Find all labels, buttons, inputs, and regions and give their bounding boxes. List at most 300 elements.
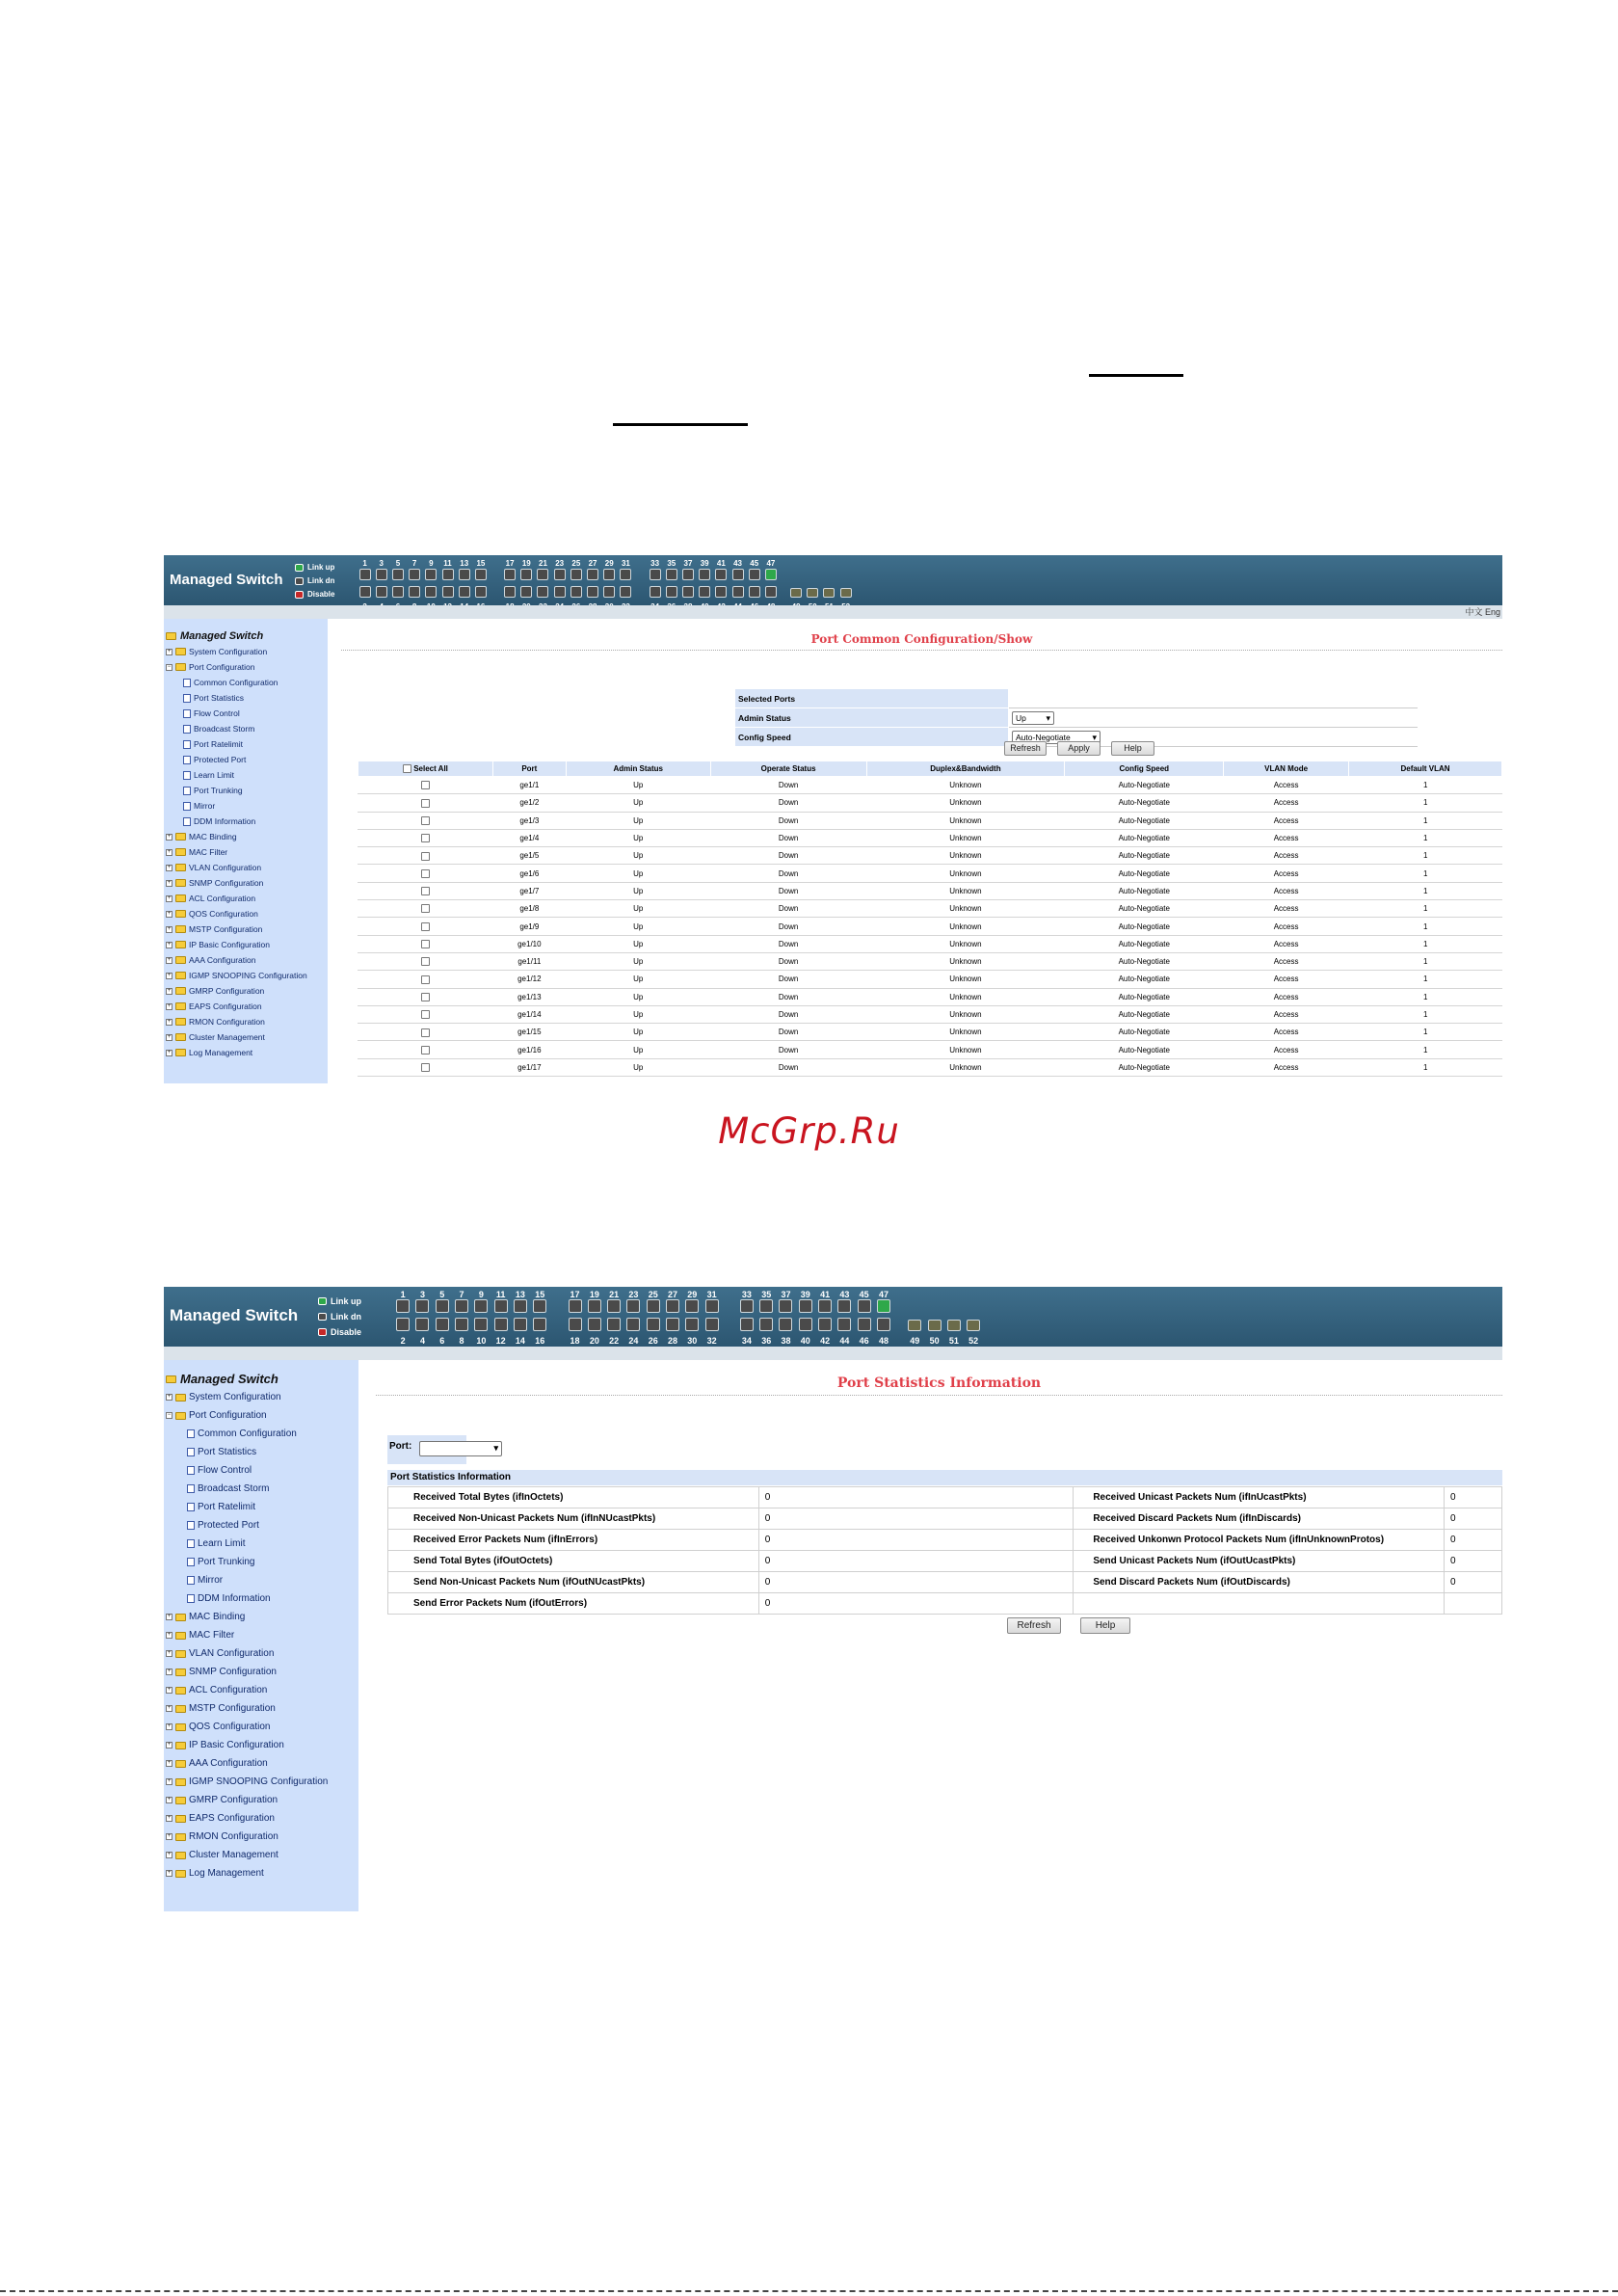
port-42-icon[interactable] bbox=[818, 1318, 832, 1331]
port-number-label: 46 bbox=[859, 1336, 869, 1346]
cell-mode: Access bbox=[1224, 812, 1349, 829]
port-16-icon[interactable] bbox=[533, 1318, 546, 1331]
port-number-label: 21 bbox=[539, 559, 547, 568]
config-form bbox=[734, 688, 1418, 747]
port-number-label: 47 bbox=[878, 1290, 889, 1299]
port-number-label: 7 bbox=[411, 559, 417, 568]
sidebar-item-broadcast-storm[interactable]: Broadcast Storm bbox=[164, 721, 328, 736]
port-9-icon[interactable] bbox=[425, 569, 437, 580]
table-row[interactable] bbox=[358, 865, 1502, 882]
config-speed-select[interactable]: Auto-Negotiate ▾ bbox=[1012, 731, 1101, 744]
sidebar-item-mac-binding[interactable]: + MAC Binding bbox=[167, 1612, 246, 1622]
row-checkbox[interactable] bbox=[421, 1010, 430, 1019]
sidebar-item-system-configuration[interactable]: + System Configuration bbox=[167, 647, 268, 656]
port-17-icon[interactable] bbox=[569, 1299, 582, 1313]
expand-icon[interactable]: + bbox=[167, 1760, 172, 1766]
port-picker bbox=[387, 1435, 466, 1464]
port-26-icon[interactable] bbox=[570, 586, 582, 598]
row-checkbox[interactable] bbox=[421, 1028, 430, 1037]
port-11-icon[interactable] bbox=[442, 569, 454, 580]
sidebar-item-qos-configuration[interactable]: + QOS Configuration bbox=[167, 909, 258, 919]
sidebar-item-acl-configuration[interactable]: + ACL Configuration bbox=[167, 1685, 268, 1695]
sidebar-item-port-statistics[interactable]: Port Statistics bbox=[164, 690, 328, 706]
row-checkbox[interactable] bbox=[421, 922, 430, 931]
table-row[interactable] bbox=[358, 971, 1502, 988]
port-12-icon[interactable] bbox=[494, 1318, 508, 1331]
expand-icon[interactable]: + bbox=[167, 1778, 172, 1784]
sidebar-item-gmrp-configuration[interactable]: + GMRP Configuration bbox=[167, 986, 265, 996]
expand-icon[interactable]: + bbox=[167, 1002, 172, 1009]
port-47-icon[interactable] bbox=[877, 1299, 890, 1313]
port-select[interactable] bbox=[419, 1441, 502, 1456]
port-24-icon[interactable] bbox=[554, 586, 566, 598]
sidebar-item-gmrp-configuration[interactable]: + GMRP Configuration bbox=[167, 1795, 279, 1805]
port-3-icon[interactable] bbox=[415, 1299, 429, 1313]
port-number-label: 29 bbox=[604, 559, 614, 568]
sidebar-item-eaps-configuration[interactable]: + EAPS Configuration bbox=[167, 1813, 275, 1824]
legend-disable: Disable bbox=[307, 590, 335, 599]
port-6-icon[interactable] bbox=[392, 586, 404, 598]
sidebar-item-learn-limit[interactable]: Learn Limit bbox=[164, 767, 328, 783]
sidebar-item-protected-port[interactable]: Protected Port bbox=[164, 752, 328, 767]
port-18-icon[interactable] bbox=[504, 586, 516, 598]
row-checkbox[interactable] bbox=[421, 834, 430, 842]
port-36-icon[interactable] bbox=[666, 586, 677, 598]
sidebar-item-snmp-configuration[interactable]: + SNMP Configuration bbox=[167, 878, 264, 888]
port-number-label: 36 bbox=[761, 1336, 772, 1346]
sidebar-item-rmon-configuration[interactable]: + RMON Configuration bbox=[167, 1831, 279, 1842]
port-34-icon[interactable] bbox=[740, 1318, 754, 1331]
port-4-icon[interactable] bbox=[415, 1318, 429, 1331]
cell-admin: Up bbox=[566, 900, 710, 918]
port-41-icon[interactable] bbox=[715, 569, 727, 580]
port-10-icon[interactable] bbox=[425, 586, 437, 598]
port-46-icon[interactable] bbox=[749, 586, 760, 598]
sidebar-item-port-statistics[interactable]: Port Statistics bbox=[164, 1443, 358, 1461]
sidebar-item-learn-limit[interactable]: Learn Limit bbox=[164, 1535, 358, 1553]
expand-icon[interactable]: + bbox=[167, 1815, 172, 1821]
port-number-label: 44 bbox=[839, 1336, 850, 1346]
port-number-label: 42 bbox=[820, 1336, 831, 1346]
sidebar-item-cluster-management[interactable]: + Cluster Management bbox=[167, 1032, 265, 1042]
cell-oper: Down bbox=[710, 865, 866, 882]
sidebar-item-mac-binding[interactable]: + MAC Binding bbox=[167, 832, 237, 841]
port-42-icon[interactable] bbox=[715, 586, 727, 598]
expand-icon[interactable]: + bbox=[167, 972, 172, 978]
cell-port: ge1/12 bbox=[492, 971, 566, 988]
port-number-label: 40 bbox=[800, 1336, 810, 1346]
table-row[interactable] bbox=[358, 829, 1502, 846]
port-27-icon[interactable] bbox=[587, 569, 598, 580]
expand-icon[interactable]: + bbox=[167, 879, 172, 886]
port-30-icon[interactable] bbox=[603, 586, 615, 598]
sidebar-item-common-configuration[interactable]: Common Configuration bbox=[164, 1425, 358, 1443]
toolbar-strip bbox=[164, 1347, 1502, 1360]
table-row[interactable] bbox=[358, 812, 1502, 829]
table-row[interactable] bbox=[358, 777, 1502, 794]
sidebar-item-cluster-management[interactable]: + Cluster Management bbox=[167, 1850, 279, 1860]
port-30-icon[interactable] bbox=[685, 1318, 699, 1331]
cell-vlan: 1 bbox=[1349, 918, 1502, 935]
help-button[interactable]: Help bbox=[1111, 741, 1154, 756]
title-divider bbox=[341, 650, 1502, 651]
cell-speed: Auto-Negotiate bbox=[1065, 777, 1224, 794]
row-checkbox[interactable] bbox=[421, 1063, 430, 1072]
cell-admin: Up bbox=[566, 918, 710, 935]
port-number-label: 26 bbox=[648, 1336, 658, 1346]
tree-root[interactable]: Managed Switch bbox=[164, 1370, 358, 1388]
expand-icon[interactable]: + bbox=[167, 925, 172, 932]
col-vlan-mode: VLAN Mode bbox=[1224, 761, 1349, 777]
cell-oper: Down bbox=[710, 971, 866, 988]
sidebar-item-eaps-configuration[interactable]: + EAPS Configuration bbox=[167, 1001, 262, 1011]
port-47-icon[interactable] bbox=[765, 569, 777, 580]
port-34-icon[interactable] bbox=[650, 586, 661, 598]
stats-right: Received Unicast Packets Num (ifInUcastPkts) bbox=[1074, 1487, 1445, 1508]
sfp-port-52-icon[interactable] bbox=[840, 588, 852, 598]
port-40-icon[interactable] bbox=[799, 1318, 812, 1331]
row-checkbox[interactable] bbox=[421, 852, 430, 861]
page-icon bbox=[187, 1484, 195, 1493]
sidebar-item-ip-basic-configuration[interactable]: + IP Basic Configuration bbox=[167, 940, 270, 949]
expand-icon[interactable]: + bbox=[167, 1394, 172, 1400]
port-38-icon[interactable] bbox=[682, 586, 694, 598]
port-number-label: 8 bbox=[459, 1336, 464, 1346]
port-19-icon[interactable] bbox=[588, 1299, 601, 1313]
tree-root[interactable]: Managed Switch bbox=[164, 628, 328, 644]
sidebar-item-ddm-information[interactable]: DDM Information bbox=[164, 814, 328, 829]
expand-icon[interactable]: + bbox=[167, 1742, 172, 1748]
port-27-icon[interactable] bbox=[666, 1299, 679, 1313]
port-13-icon[interactable] bbox=[514, 1299, 527, 1313]
port-8-icon[interactable] bbox=[455, 1318, 468, 1331]
language-switch[interactable]: 中文 Eng bbox=[1465, 607, 1500, 617]
sfp-port-49-icon[interactable] bbox=[790, 588, 802, 598]
port-17-icon[interactable] bbox=[504, 569, 516, 580]
sidebar-item-port-configuration[interactable]: − Port Configuration bbox=[167, 662, 255, 672]
port-1-icon[interactable] bbox=[359, 569, 371, 580]
port-21-icon[interactable] bbox=[537, 569, 548, 580]
cell-vlan: 1 bbox=[1349, 794, 1502, 812]
expand-icon[interactable]: + bbox=[167, 1705, 172, 1711]
help-button[interactable]: Help bbox=[1080, 1617, 1130, 1634]
port-45-icon[interactable] bbox=[749, 569, 760, 580]
sidebar-item-acl-configuration[interactable]: + ACL Configuration bbox=[167, 894, 256, 903]
apply-button[interactable]: Apply bbox=[1057, 741, 1101, 756]
expand-icon[interactable]: + bbox=[167, 1650, 172, 1656]
sidebar-item-port-ratelimit[interactable]: Port Ratelimit bbox=[164, 1498, 358, 1516]
port-13-icon[interactable] bbox=[459, 569, 470, 580]
port-12-icon[interactable] bbox=[442, 586, 454, 598]
expand-icon[interactable]: + bbox=[167, 956, 172, 963]
main-panel bbox=[376, 1360, 1502, 1631]
cell-port: ge1/3 bbox=[492, 812, 566, 829]
expand-icon[interactable]: + bbox=[167, 910, 172, 917]
cell-vlan: 1 bbox=[1349, 935, 1502, 952]
collapse-icon[interactable]: − bbox=[167, 663, 172, 670]
sidebar-item-ip-basic-configuration[interactable]: + IP Basic Configuration bbox=[167, 1740, 284, 1750]
folder-icon bbox=[175, 1412, 186, 1420]
sidebar-item-mac-filter[interactable]: + MAC Filter bbox=[167, 847, 228, 857]
expand-icon[interactable]: + bbox=[167, 1870, 172, 1876]
port-2-icon[interactable] bbox=[359, 586, 371, 598]
cell-oper: Down bbox=[710, 829, 866, 846]
table-row[interactable] bbox=[358, 918, 1502, 935]
row-checkbox[interactable] bbox=[421, 1046, 430, 1055]
port-37-icon[interactable] bbox=[682, 569, 694, 580]
sidebar-item-snmp-configuration[interactable]: + SNMP Configuration bbox=[167, 1667, 277, 1677]
port-23-icon[interactable] bbox=[626, 1299, 640, 1313]
port-43-icon[interactable] bbox=[837, 1299, 851, 1313]
sidebar-item-common-configuration[interactable]: Common Configuration bbox=[164, 675, 328, 690]
port-48-icon[interactable] bbox=[877, 1318, 890, 1331]
port-32-icon[interactable] bbox=[705, 1318, 719, 1331]
refresh-button[interactable]: Refresh bbox=[1004, 741, 1047, 756]
port-28-icon[interactable] bbox=[666, 1318, 679, 1331]
select-all-header[interactable]: Select All bbox=[358, 761, 493, 777]
cell-duplex: Unknown bbox=[866, 812, 1065, 829]
expand-icon[interactable]: + bbox=[167, 1687, 172, 1693]
row-checkbox[interactable] bbox=[421, 869, 430, 878]
table-row[interactable] bbox=[358, 1058, 1502, 1076]
sfp-port-52-icon[interactable] bbox=[967, 1320, 980, 1331]
sidebar-item-igmp-snooping-configuration[interactable]: + IGMP SNOOPING Configuration bbox=[167, 971, 307, 980]
expand-icon[interactable]: + bbox=[167, 1614, 172, 1619]
expand-icon[interactable]: + bbox=[167, 1632, 172, 1638]
screenshot-common-configuration bbox=[164, 555, 1502, 1083]
port-16-icon[interactable] bbox=[475, 586, 487, 598]
port-number-label: 22 bbox=[609, 1336, 620, 1346]
port-number-label: 45 bbox=[750, 559, 759, 568]
sfp-port-51-icon[interactable] bbox=[823, 588, 835, 598]
expand-icon[interactable]: + bbox=[167, 1018, 172, 1025]
port-26-icon[interactable] bbox=[647, 1318, 660, 1331]
port-number-label: 9 bbox=[478, 1290, 484, 1299]
sidebar-item-port-trunking[interactable]: Port Trunking bbox=[164, 1553, 358, 1571]
sidebar-item-flow-control[interactable]: Flow Control bbox=[164, 706, 328, 721]
port-15-icon[interactable] bbox=[475, 569, 487, 580]
table-row[interactable] bbox=[358, 882, 1502, 899]
expand-icon[interactable]: + bbox=[167, 1669, 172, 1674]
expand-icon[interactable]: + bbox=[167, 1797, 172, 1802]
port-28-icon[interactable] bbox=[587, 586, 598, 598]
row-checkbox[interactable] bbox=[421, 816, 430, 825]
sidebar-item-igmp-snooping-configuration[interactable]: + IGMP SNOOPING Configuration bbox=[167, 1776, 329, 1787]
port-number-label: 6 bbox=[439, 1336, 445, 1346]
sfp-port-50-icon[interactable] bbox=[807, 588, 818, 598]
row-checkbox[interactable] bbox=[421, 887, 430, 895]
port-20-icon[interactable] bbox=[520, 586, 532, 598]
port-5-icon[interactable] bbox=[392, 569, 404, 580]
port-44-icon[interactable] bbox=[732, 586, 744, 598]
sidebar-item-qos-configuration[interactable]: + QOS Configuration bbox=[167, 1722, 271, 1732]
admin-status-select[interactable]: Up ▾ bbox=[1012, 711, 1054, 725]
sidebar-item-mac-filter[interactable]: + MAC Filter bbox=[167, 1630, 235, 1641]
port-32-icon[interactable] bbox=[620, 586, 631, 598]
sidebar-item-protected-port[interactable]: Protected Port bbox=[164, 1516, 358, 1535]
port-11-icon[interactable] bbox=[494, 1299, 508, 1313]
port-3-icon[interactable] bbox=[376, 569, 387, 580]
sidebar-item-port-trunking[interactable]: Port Trunking bbox=[164, 783, 328, 798]
expand-icon[interactable]: + bbox=[167, 1723, 172, 1729]
port-48-icon[interactable] bbox=[765, 586, 777, 598]
port-4-icon[interactable] bbox=[376, 586, 387, 598]
port-18-icon[interactable] bbox=[569, 1318, 582, 1331]
port-22-icon[interactable] bbox=[537, 586, 548, 598]
sidebar-item-rmon-configuration[interactable]: + RMON Configuration bbox=[167, 1017, 265, 1027]
legend-link-down: Link dn bbox=[307, 576, 335, 585]
port-41-icon[interactable] bbox=[818, 1299, 832, 1313]
port-number-label: 47 bbox=[766, 559, 776, 568]
port-33-icon[interactable] bbox=[740, 1299, 754, 1313]
sidebar-item-vlan-configuration[interactable]: + VLAN Configuration bbox=[167, 1648, 275, 1659]
table-row[interactable] bbox=[358, 935, 1502, 952]
sfp-port-50-icon[interactable] bbox=[928, 1320, 942, 1331]
port-5-icon[interactable] bbox=[436, 1299, 449, 1313]
legend-link-up: Link up bbox=[331, 1296, 361, 1306]
expand-icon[interactable]: + bbox=[167, 941, 172, 948]
row-checkbox[interactable] bbox=[421, 957, 430, 966]
port-39-icon[interactable] bbox=[699, 569, 710, 580]
port-20-icon[interactable] bbox=[588, 1318, 601, 1331]
port-number-label: 5 bbox=[395, 559, 401, 568]
sfp-port-49-icon[interactable] bbox=[908, 1320, 921, 1331]
stats-right: Received Unkonwn Protocol Packets Num (ifInUnknownProtos) bbox=[1074, 1530, 1445, 1551]
port-31-icon[interactable] bbox=[620, 569, 631, 580]
row-checkbox[interactable] bbox=[421, 940, 430, 948]
port-14-icon[interactable] bbox=[514, 1318, 527, 1331]
page-icon bbox=[187, 1576, 195, 1585]
expand-icon[interactable]: + bbox=[167, 1852, 172, 1857]
sidebar-item-vlan-configuration[interactable]: + VLAN Configuration bbox=[167, 863, 262, 872]
sfp-port-51-icon[interactable] bbox=[947, 1320, 961, 1331]
row-checkbox[interactable] bbox=[421, 993, 430, 1001]
port-1-icon[interactable] bbox=[396, 1299, 410, 1313]
main-panel bbox=[341, 619, 1502, 1072]
port-45-icon[interactable] bbox=[858, 1299, 871, 1313]
table-row[interactable] bbox=[358, 1041, 1502, 1058]
sidebar-item-mirror[interactable]: Mirror bbox=[164, 798, 328, 814]
port-panel bbox=[357, 559, 854, 611]
select-all-checkbox[interactable] bbox=[403, 764, 411, 773]
port-37-icon[interactable] bbox=[779, 1299, 792, 1313]
expand-icon[interactable]: + bbox=[167, 1049, 172, 1055]
expand-icon[interactable]: + bbox=[167, 864, 172, 870]
port-36-icon[interactable] bbox=[759, 1318, 773, 1331]
sidebar-item-port-ratelimit[interactable]: Port Ratelimit bbox=[164, 736, 328, 752]
sidebar-item-port-configuration[interactable]: − Port Configuration bbox=[167, 1410, 267, 1421]
port-33-icon[interactable] bbox=[650, 569, 661, 580]
port-29-icon[interactable] bbox=[685, 1299, 699, 1313]
port-15-icon[interactable] bbox=[533, 1299, 546, 1313]
table-row[interactable] bbox=[358, 900, 1502, 918]
table-row[interactable] bbox=[358, 847, 1502, 865]
port-2-icon[interactable] bbox=[396, 1318, 410, 1331]
port-35-icon[interactable] bbox=[759, 1299, 773, 1313]
port-46-icon[interactable] bbox=[858, 1318, 871, 1331]
row-checkbox[interactable] bbox=[421, 904, 430, 913]
expand-icon[interactable]: + bbox=[167, 987, 172, 994]
cell-oper: Down bbox=[710, 952, 866, 970]
port-44-icon[interactable] bbox=[837, 1318, 851, 1331]
port-7-icon[interactable] bbox=[409, 569, 420, 580]
folder-icon bbox=[175, 1687, 186, 1695]
port-43-icon[interactable] bbox=[732, 569, 744, 580]
cell-speed: Auto-Negotiate bbox=[1065, 952, 1224, 970]
sidebar-item-mstp-configuration[interactable]: + MSTP Configuration bbox=[167, 1703, 276, 1714]
sidebar-item-system-configuration[interactable]: + System Configuration bbox=[167, 1392, 281, 1402]
port-24-icon[interactable] bbox=[626, 1318, 640, 1331]
port-38-icon[interactable] bbox=[779, 1318, 792, 1331]
port-14-icon[interactable] bbox=[459, 586, 470, 598]
port-number-label: 41 bbox=[820, 1290, 831, 1299]
port-31-icon[interactable] bbox=[705, 1299, 719, 1313]
sidebar-item-mstp-configuration[interactable]: + MSTP Configuration bbox=[167, 924, 263, 934]
stats-left-value: 0 bbox=[758, 1508, 1074, 1530]
sidebar-item-flow-control[interactable]: Flow Control bbox=[164, 1461, 358, 1480]
cell-vlan: 1 bbox=[1349, 812, 1502, 829]
port-6-icon[interactable] bbox=[436, 1318, 449, 1331]
port-39-icon[interactable] bbox=[799, 1299, 812, 1313]
expand-icon[interactable]: + bbox=[167, 894, 172, 901]
table-row[interactable] bbox=[358, 794, 1502, 812]
sidebar-item-broadcast-storm[interactable]: Broadcast Storm bbox=[164, 1480, 358, 1498]
port-number-label: 48 bbox=[878, 1336, 889, 1346]
folder-icon bbox=[175, 1705, 186, 1713]
expand-icon[interactable]: + bbox=[167, 833, 172, 840]
cell-oper: Down bbox=[710, 918, 866, 935]
row-checkbox[interactable] bbox=[421, 781, 430, 789]
port-7-icon[interactable] bbox=[455, 1299, 468, 1313]
row-checkbox[interactable] bbox=[421, 799, 430, 808]
expand-icon[interactable]: + bbox=[167, 1833, 172, 1839]
port-8-icon[interactable] bbox=[409, 586, 420, 598]
port-25-icon[interactable] bbox=[570, 569, 582, 580]
sidebar-item-aaa-configuration[interactable]: + AAA Configuration bbox=[167, 955, 256, 965]
sidebar-item-log-management[interactable]: + Log Management bbox=[167, 1868, 264, 1879]
sidebar-item-mirror[interactable]: Mirror bbox=[164, 1571, 358, 1589]
port-9-icon[interactable] bbox=[474, 1299, 488, 1313]
folder-icon bbox=[175, 1778, 186, 1786]
sidebar-item-log-management[interactable]: + Log Management bbox=[167, 1048, 253, 1057]
row-checkbox[interactable] bbox=[421, 975, 430, 984]
table-row[interactable] bbox=[358, 1024, 1502, 1041]
port-19-icon[interactable] bbox=[520, 569, 532, 580]
sidebar-item-ddm-information[interactable]: DDM Information bbox=[164, 1589, 358, 1608]
port-number-label: 9 bbox=[429, 559, 434, 568]
port-21-icon[interactable] bbox=[607, 1299, 621, 1313]
expand-icon[interactable]: + bbox=[167, 648, 172, 654]
table-row[interactable] bbox=[358, 952, 1502, 970]
port-22-icon[interactable] bbox=[607, 1318, 621, 1331]
cell-mode: Access bbox=[1224, 918, 1349, 935]
sidebar-item-aaa-configuration[interactable]: + AAA Configuration bbox=[167, 1758, 268, 1769]
table-row[interactable] bbox=[358, 988, 1502, 1005]
expand-icon[interactable]: + bbox=[167, 848, 172, 855]
port-10-icon[interactable] bbox=[474, 1318, 488, 1331]
cell-oper: Down bbox=[710, 812, 866, 829]
port-23-icon[interactable] bbox=[554, 569, 566, 580]
refresh-button[interactable]: Refresh bbox=[1007, 1617, 1061, 1634]
port-29-icon[interactable] bbox=[603, 569, 615, 580]
expand-icon[interactable]: + bbox=[167, 1033, 172, 1040]
table-row[interactable] bbox=[358, 1005, 1502, 1023]
port-25-icon[interactable] bbox=[647, 1299, 660, 1313]
collapse-icon[interactable]: − bbox=[167, 1412, 172, 1418]
port-40-icon[interactable] bbox=[699, 586, 710, 598]
port-35-icon[interactable] bbox=[666, 569, 677, 580]
port-number-label: 13 bbox=[460, 559, 469, 568]
